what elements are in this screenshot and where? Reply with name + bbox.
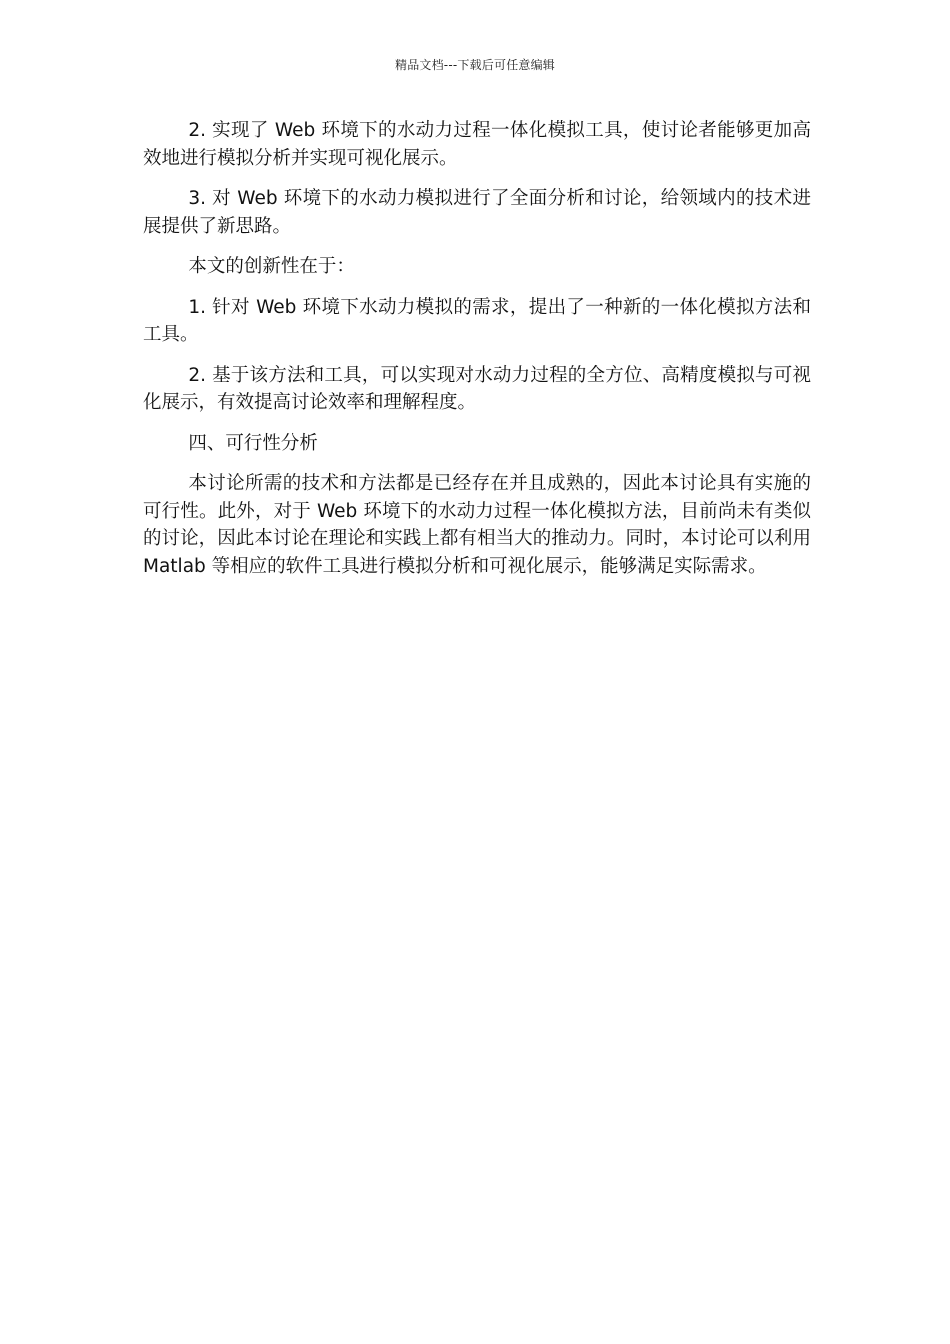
section-heading-feasibility: 四、可行性分析 xyxy=(188,432,318,454)
paragraph-innovation-2: 2. 基于该方法和工具，可以实现对水动力过程的全方位、高精度模拟与可视化展示，有效提高讨论效率和理解程度。 xyxy=(143,364,811,413)
page-header: 精品文档---下载后可任意编辑 xyxy=(395,58,555,72)
paragraph-feasibility: 本讨论所需的技术和方法都是已经存在并且成熟的，因此本讨论具有实施的可行性。此外，对于 Web 环境下的水动力过程一体化模拟方法，目前尚未有类似的讨论，因此本讨论在理论和实践上都有相当大的推动力。同时，本讨论可以利用 Matlab 等相应的软件工具进行模拟分析和可视化展示，能够满足实际需求。 xyxy=(143,473,811,577)
document-body xyxy=(143,117,811,593)
paragraph-innovation-1: 1. 针对 Web 环境下水动力模拟的需求，提出了一种新的一体化模拟方法和工具。 xyxy=(143,296,811,345)
paragraph-innovation-intro: 本文的创新性在于： xyxy=(188,256,355,277)
paragraph-result-3: 3. 对 Web 环境下的水动力模拟进行了全面分析和讨论，给领域内的技术进展提供了新思路。 xyxy=(143,188,811,237)
paragraph-result-2: 2. 实现了 Web 环境下的水动力过程一体化模拟工具，使讨论者能够更加高效地进行模拟分析并实现可视化展示。 xyxy=(143,120,811,169)
